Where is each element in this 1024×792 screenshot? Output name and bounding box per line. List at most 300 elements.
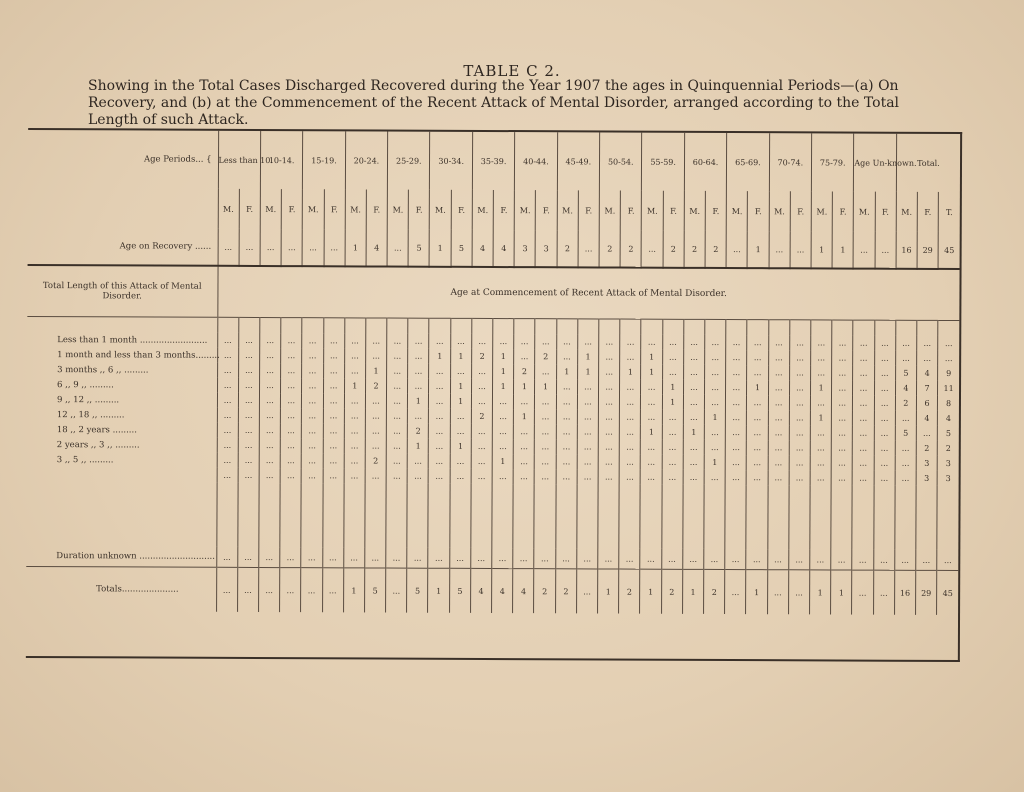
table-cell: 4	[492, 568, 513, 613]
table-cell: ...	[895, 411, 916, 426]
table-cell	[407, 484, 428, 548]
table-cell: ...	[768, 350, 789, 365]
table-cell: ...	[768, 395, 789, 410]
table-cell: 1	[810, 410, 831, 425]
table-cell	[747, 320, 768, 336]
table-cell: ...	[683, 410, 704, 425]
table-cell: ...	[747, 455, 768, 470]
table-cell: 29	[917, 232, 938, 269]
table-cell: ...	[259, 423, 280, 438]
table-cell: ...	[258, 567, 279, 612]
table-cell: ...	[301, 468, 322, 483]
male-header: M.	[599, 190, 620, 230]
table-cell: ...	[705, 380, 726, 395]
table-cell: ...	[429, 439, 450, 454]
table-cell: ...	[620, 380, 641, 395]
table-cell: ...	[811, 365, 832, 380]
table-cell: ...	[853, 456, 874, 471]
table-cell: ...	[641, 410, 662, 425]
table-cell: ...	[726, 335, 747, 350]
table-cell: ...	[704, 395, 725, 410]
age-group-header: 45-49.	[557, 132, 600, 190]
male-header: M.	[811, 191, 832, 231]
table-cell: 2	[916, 441, 937, 456]
table-cell: ...	[767, 570, 788, 615]
table-cell: ...	[238, 393, 259, 408]
table-cell	[599, 319, 620, 335]
table-cell: 1	[662, 380, 683, 395]
table-cell	[831, 485, 852, 549]
table-cell: ...	[705, 365, 726, 380]
table-cell: ...	[747, 365, 768, 380]
total-header: Total.	[896, 134, 960, 192]
table-cell: ...	[217, 363, 238, 378]
table-cell: ...	[683, 455, 704, 470]
age-group-header: Less than 10.	[218, 131, 261, 189]
table-cell: 1	[747, 231, 768, 268]
table-cell: ...	[387, 394, 408, 409]
table-cell: 2	[661, 569, 682, 614]
table-cell: ...	[831, 440, 852, 455]
table-cell: ...	[704, 470, 725, 485]
table-cell: ...	[534, 548, 555, 569]
table-cell	[789, 485, 810, 549]
table-cell: 1	[493, 349, 514, 364]
table-cell: 1	[429, 349, 450, 364]
table-cell: ...	[789, 410, 810, 425]
table-cell: ...	[578, 334, 599, 349]
table-cell: 1	[450, 349, 471, 364]
table-cell: ...	[789, 549, 810, 570]
table-cell	[238, 483, 259, 547]
total-t-header: T.	[938, 192, 960, 232]
table-cell: ...	[619, 549, 640, 570]
table-cell	[873, 486, 894, 550]
sex-header-spacer	[28, 188, 218, 229]
table-cell: ...	[344, 468, 365, 483]
table-cell	[429, 318, 450, 334]
female-header: F.	[620, 191, 641, 231]
table-cell: ...	[217, 423, 238, 438]
table-cell	[768, 320, 789, 336]
table-cell	[344, 483, 365, 547]
table-cell: 2	[663, 231, 684, 268]
table-cell: ...	[620, 395, 641, 410]
table-cell: ...	[725, 440, 746, 455]
table-cell: ...	[471, 548, 492, 569]
table-cell: ...	[789, 380, 810, 395]
table-cell: ...	[640, 549, 661, 570]
table-cell	[387, 318, 408, 334]
table-cell: 2	[472, 349, 493, 364]
table-cell: ...	[450, 454, 471, 469]
table-cell: ...	[238, 363, 259, 378]
table-cell	[302, 318, 323, 334]
row-label: 2 years ,, 3 ,, .........	[56, 439, 140, 450]
table-cell: ...	[429, 394, 450, 409]
table-cell: ...	[365, 547, 386, 568]
table-cell: ...	[365, 468, 386, 483]
male-header: M.	[345, 189, 366, 229]
table-cell: ...	[217, 393, 238, 408]
table-cell: ...	[407, 548, 428, 569]
table-cell: ...	[747, 395, 768, 410]
table-cell: ...	[853, 336, 874, 351]
male-header: M.	[726, 191, 747, 231]
table-cell: 5	[895, 366, 916, 381]
table-cell: ...	[513, 469, 534, 484]
table-cell: ...	[450, 424, 471, 439]
age-group-header: 50-54.	[599, 132, 642, 190]
table-cell: 1	[662, 395, 683, 410]
table-cell	[238, 317, 259, 333]
table-cell: 2	[534, 569, 555, 614]
table-cell: 1	[345, 229, 366, 266]
table-cell	[725, 485, 746, 549]
table-cell: 2	[620, 231, 641, 268]
table-cell: 1	[430, 230, 451, 267]
table-cell: ...	[598, 454, 619, 469]
table-cell: ...	[577, 439, 598, 454]
table-cell: ...	[535, 469, 556, 484]
table-cell: 5	[408, 230, 429, 267]
table-cell	[874, 320, 895, 336]
table-cell	[662, 319, 683, 335]
table-cell: ...	[280, 468, 301, 483]
table-cell: ...	[323, 468, 344, 483]
table-cell	[852, 486, 873, 550]
female-header: F.	[832, 191, 853, 231]
table-cell: ...	[874, 396, 895, 411]
table-cell: ...	[302, 363, 323, 378]
table-cell: ...	[810, 425, 831, 440]
table-cell: ...	[280, 453, 301, 468]
table-cell	[428, 484, 449, 548]
female-header: F.	[705, 191, 726, 231]
table-cell: ...	[726, 425, 747, 440]
row-label: 1 month and less than 3 months.........	[57, 349, 220, 361]
age-periods-label: Age Periods... {	[143, 153, 212, 165]
table-cell: ...	[556, 334, 577, 349]
table-cell: ...	[852, 550, 873, 571]
table-cell: ...	[811, 350, 832, 365]
table-cell: ...	[917, 351, 938, 366]
table-cell: ...	[662, 350, 683, 365]
female-header: F.	[281, 189, 302, 229]
table-cell: ...	[218, 229, 239, 266]
table-cell: ...	[408, 379, 429, 394]
table-cell: ...	[280, 568, 301, 613]
table-cell	[450, 318, 471, 334]
table-cell: ...	[620, 425, 641, 440]
table-cell: ...	[768, 425, 789, 440]
table-cell: 1	[747, 380, 768, 395]
table-cell	[746, 485, 767, 549]
statistics-table	[26, 130, 960, 615]
table-cell	[259, 483, 280, 547]
table-cell: ...	[259, 393, 280, 408]
table-cell: 1	[641, 350, 662, 365]
table-cell: ...	[471, 424, 492, 439]
table-cell: ...	[683, 395, 704, 410]
statistics-table-frame	[26, 128, 962, 662]
female-header: F.	[366, 189, 387, 229]
table-cell: ...	[429, 454, 450, 469]
table-cell: ...	[725, 549, 746, 570]
table-cell: ...	[768, 440, 789, 455]
table-cell: ...	[832, 395, 853, 410]
table-cell: 1	[577, 349, 598, 364]
table-cell: 1	[704, 410, 725, 425]
table-cell: ...	[514, 439, 535, 454]
table-cell: ...	[641, 455, 662, 470]
table-cell: ...	[302, 333, 323, 348]
table-cell: ...	[280, 423, 301, 438]
table-cell	[280, 483, 301, 547]
table-cell: 2	[365, 378, 386, 393]
female-header: F.	[451, 190, 472, 230]
table-cell: 29	[916, 570, 937, 615]
table-cell: ...	[853, 426, 874, 441]
table-cell: ...	[895, 550, 916, 571]
table-cell: ...	[301, 568, 322, 613]
table-cell: 5	[451, 230, 472, 267]
table-cell: ...	[449, 548, 470, 569]
table-cell: ...	[408, 334, 429, 349]
table-cell	[493, 318, 514, 334]
table-cell: ...	[217, 333, 238, 348]
table-cell: 2	[619, 569, 640, 614]
table-cell	[535, 319, 556, 335]
table-cell: ...	[832, 365, 853, 380]
table-cell: ...	[324, 229, 345, 266]
table-cell: 1	[683, 425, 704, 440]
table-cell: ...	[768, 410, 789, 425]
table-cell: ...	[853, 411, 874, 426]
table-cell: ...	[429, 379, 450, 394]
male-header: M.	[472, 190, 493, 230]
table-cell: ...	[365, 423, 386, 438]
table-cell: 1	[810, 570, 831, 615]
table-cell: ...	[535, 424, 556, 439]
table-cell: ...	[810, 395, 831, 410]
table-cell: ...	[343, 547, 364, 568]
table-cell: ...	[535, 394, 556, 409]
table-cell	[598, 484, 619, 548]
table-cell: ...	[937, 550, 958, 571]
table-cell: ...	[302, 378, 323, 393]
table-cell: 1	[450, 379, 471, 394]
table-cell: ...	[429, 424, 450, 439]
table-cell: ...	[832, 335, 853, 350]
table-cell: ...	[344, 438, 365, 453]
table-cell: ...	[387, 364, 408, 379]
table-cell: ...	[450, 409, 471, 424]
age-on-recovery-label: Age on Recovery ......	[119, 241, 212, 252]
table-cell: 1	[428, 568, 449, 613]
table-cell: ...	[471, 439, 492, 454]
table-cell: ...	[895, 456, 916, 471]
table-cell: ...	[429, 334, 450, 349]
table-cell: ...	[450, 469, 471, 484]
table-cell: ...	[789, 335, 810, 350]
table-cell: ...	[217, 438, 238, 453]
female-header: F.	[409, 190, 430, 230]
table-cell: ...	[662, 440, 683, 455]
male-header: M.	[514, 190, 535, 230]
table-cell: ...	[238, 423, 259, 438]
table-cell: 2	[535, 349, 556, 364]
table-cell: 2	[471, 409, 492, 424]
table-cell: ...	[471, 394, 492, 409]
table-cell: ...	[620, 350, 641, 365]
table-cell: ...	[577, 469, 598, 484]
table-cell	[684, 319, 705, 335]
table-cell: 1	[343, 568, 364, 613]
table-cell: ...	[344, 363, 365, 378]
table-cell: ...	[365, 438, 386, 453]
table-cell: ...	[895, 336, 916, 351]
table-cell: ...	[471, 364, 492, 379]
table-cell	[661, 485, 682, 549]
male-header: M.	[303, 189, 324, 229]
table-cell: 1	[556, 364, 577, 379]
table-cell: ...	[556, 469, 577, 484]
table-cell: ...	[387, 379, 408, 394]
female-header: F.	[578, 190, 599, 230]
male-header: M.	[557, 190, 578, 230]
table-cell: ...	[386, 424, 407, 439]
table-cell	[853, 320, 874, 336]
table-cell: ...	[789, 425, 810, 440]
table-cell: ...	[472, 334, 493, 349]
table-cell: ...	[238, 333, 259, 348]
male-header: M.	[684, 191, 705, 231]
table-cell: ...	[768, 335, 789, 350]
table-cell: ...	[620, 335, 641, 350]
male-header: M.	[896, 192, 917, 232]
table-cell: ...	[556, 349, 577, 364]
row-label: 3 months ,, 6 ,, .........	[57, 364, 149, 375]
table-cell: ...	[873, 550, 894, 571]
age-group-header: 35-39.	[472, 132, 515, 190]
table-cell: ...	[322, 568, 343, 613]
table-cell: ...	[938, 336, 959, 351]
female-header: F.	[239, 189, 260, 229]
age-group-header: 30-34.	[430, 132, 473, 190]
table-cell: ...	[599, 364, 620, 379]
table-cell: ...	[705, 335, 726, 350]
table-cell: ...	[789, 440, 810, 455]
table-cell: 1	[620, 365, 641, 380]
table-cell	[408, 318, 429, 334]
row-label: 3 ,, 5 ,, .........	[56, 454, 114, 465]
table-cell: ...	[301, 547, 322, 568]
table-cell: 2	[599, 230, 620, 267]
table-cell: 4	[917, 366, 938, 381]
table-cell: ...	[323, 423, 344, 438]
table-cell: 2	[365, 453, 386, 468]
table-cell: ...	[323, 333, 344, 348]
row-label: 12 ,, 18 ,, .........	[56, 409, 125, 420]
table-cell: ...	[662, 335, 683, 350]
table-cell	[705, 319, 726, 335]
table-cell: ...	[874, 336, 895, 351]
table-cell: ...	[789, 395, 810, 410]
table-cell: 1	[450, 439, 471, 454]
table-cell: 5	[937, 426, 958, 441]
table-cell: ...	[726, 380, 747, 395]
table-cell	[896, 320, 917, 336]
table-cell	[640, 485, 661, 549]
table-cell: 45	[938, 232, 960, 269]
table-cell: ...	[387, 334, 408, 349]
table-cell: ...	[323, 363, 344, 378]
table-cell: 1	[577, 364, 598, 379]
table-cell	[620, 319, 641, 335]
table-cell: ...	[577, 379, 598, 394]
age-group-header: 75-79.	[811, 133, 854, 191]
table-cell: ...	[237, 567, 258, 612]
table-cell: ...	[302, 423, 323, 438]
table-cell: ...	[598, 424, 619, 439]
table-cell: ...	[599, 379, 620, 394]
table-cell: ...	[683, 365, 704, 380]
table-cell: ...	[684, 335, 705, 350]
table-cell: ...	[619, 440, 640, 455]
table-cell: ...	[598, 409, 619, 424]
table-cell	[216, 483, 237, 547]
table-cell: ...	[259, 378, 280, 393]
table-cell	[938, 320, 959, 336]
table-cell: ...	[365, 408, 386, 423]
table-cell: ...	[386, 454, 407, 469]
table-cell: ...	[641, 231, 662, 268]
table-cell	[683, 485, 704, 549]
table-title: TABLE C 2.	[463, 62, 561, 80]
table-cell: 1	[450, 394, 471, 409]
table-cell: ...	[683, 440, 704, 455]
table-cell: 9	[938, 366, 959, 381]
table-cell: 1	[514, 379, 535, 394]
table-cell: ...	[238, 453, 259, 468]
table-cell: ...	[789, 455, 810, 470]
table-cell: 2	[705, 231, 726, 268]
table-cell: ...	[471, 454, 492, 469]
table-cell	[832, 320, 853, 336]
table-cell: ...	[450, 364, 471, 379]
table-cell: ...	[493, 334, 514, 349]
table-cell: ...	[238, 378, 259, 393]
table-cell: ...	[514, 334, 535, 349]
table-cell: ...	[619, 470, 640, 485]
section-header-row	[27, 265, 959, 321]
table-cell	[323, 318, 344, 334]
table-cell: ...	[577, 548, 598, 569]
table-cell: ...	[874, 426, 895, 441]
table-cell: 5	[364, 568, 385, 613]
spacer-label	[27, 316, 217, 332]
table-cell: ...	[302, 393, 323, 408]
table-cell: ...	[344, 393, 365, 408]
table-cell: ...	[302, 438, 323, 453]
table-cell	[895, 486, 916, 550]
table-cell: ...	[366, 348, 387, 363]
row-label: Less than 1 month .........................	[57, 334, 208, 346]
table-cell: ...	[916, 550, 937, 571]
age-group-header: 10-14.	[260, 131, 303, 189]
table-cell: ...	[259, 468, 280, 483]
